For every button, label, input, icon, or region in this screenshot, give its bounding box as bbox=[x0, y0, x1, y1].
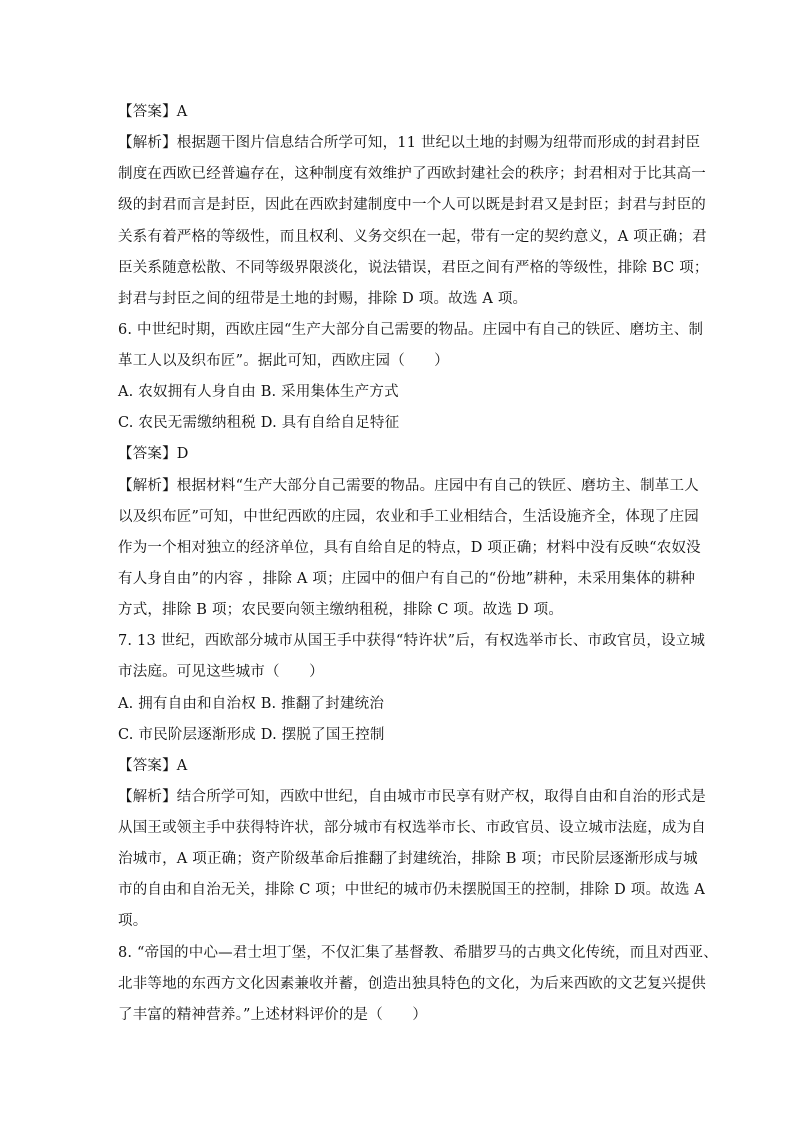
question-8-stem: 北非等地的东西方文化因素兼收并蓄，创造出独具特色的文化，为后来西欧的文艺复兴提供 bbox=[118, 976, 706, 992]
analysis-line: 有人身自由”的内容 ，排除 A 项；庄园中的佃户有自己的“份地”耕种，未采用集体的耕种 bbox=[118, 571, 696, 587]
question-7-options: A. 拥有自由和自治权 B. 推翻了封建统治 bbox=[118, 696, 385, 712]
question-6-options: C. 农民无需缴纳租税 D. 具有自给自足特征 bbox=[118, 415, 400, 431]
analysis-line: 关系有着严格的等级性，而且权利、义务交织在一起，带有一定的契约意义，A 项正确；君 bbox=[118, 229, 707, 245]
question-6-stem: 6. 中世纪时期，西欧庄园“生产大部分自己需要的物品。庄园中有自己的铁匠、磨坊主、制 bbox=[118, 322, 704, 338]
question-6-options: A. 农奴拥有人身自由 B. 采用集体生产方式 bbox=[118, 384, 399, 400]
answer-label: 【答案】A bbox=[118, 758, 188, 774]
question-7-options: C. 市民阶层逐渐形成 D. 摆脱了国王控制 bbox=[118, 727, 385, 743]
question-7-stem: 市法庭。可见这些城市（ ） bbox=[118, 664, 324, 680]
analysis-line: 项。 bbox=[118, 913, 148, 929]
analysis-line: 级的封君而言是封臣，因此在西欧封建制度中一个人可以既是封君又是封臣；封君与封臣的 bbox=[118, 197, 706, 213]
question-8-stem: 8. “帝国的中心—君士坦丁堡，不仅汇集了基督教、希腊罗马的古典文化传统，而且对西亚、 bbox=[118, 945, 718, 961]
question-7-stem: 7. 13 世纪，西欧部分城市从国王手中获得“特许状”后，有权选举市长、市政官员，设立城 bbox=[118, 633, 706, 649]
analysis-line: 【解析】根据材料“生产大部分自己需要的物品。庄园中有自己的铁匠、磨坊主、制革工人 bbox=[118, 478, 699, 494]
analysis-line: 封君与封臣之间的纽带是土地的封赐，排除 D 项。故选 A 项。 bbox=[118, 291, 528, 307]
analysis-line: 【解析】根据题干图片信息结合所学可知，11 世纪以土地的封赐为纽带而形成的封君封臣 bbox=[118, 135, 701, 151]
analysis-line: 臣关系随意松散、不同等级界限淡化，说法错误，君臣之间有严格的等级性，排除 BC 项； bbox=[118, 260, 709, 276]
analysis-line: 制度在西欧已经普遍存在，这种制度有效维护了西欧封建社会的秩序；封君相对于比其高一 bbox=[118, 166, 706, 182]
analysis-line: 治城市，A 项正确；资产阶级革命后推翻了封建统治，排除 B 项；市民阶层逐渐形成与城 bbox=[118, 851, 698, 867]
analysis-line: 方式，排除 B 项；农民要向领主缴纳租税，排除 C 项。故选 D 项。 bbox=[118, 602, 564, 618]
question-6-stem: 革工人以及织布匠”。据此可知，西欧庄园（ ） bbox=[118, 353, 450, 369]
answer-label: 【答案】D bbox=[118, 446, 189, 462]
analysis-line: 【解析】结合所学可知，西欧中世纪，自由城市市民享有财产权，取得自由和自治的形式是 bbox=[118, 789, 706, 805]
analysis-line: 从国王或领主手中获得特许状，部分城市有权选举市长、市政官员、设立城市法庭，成为自 bbox=[118, 820, 706, 836]
question-8-stem: 了丰富的精神营养。”上述材料评价的是（ ） bbox=[118, 1007, 428, 1023]
analysis-line: 作为一个相对独立的经济单位，具有自给自足的特点，D 项正确；材料中没有反映“农奴没 bbox=[118, 540, 701, 556]
analysis-line: 以及织布匠”可知，中世纪西欧的庄园，农业和手工业相结合，生活设施齐全，体现了庄园 bbox=[118, 509, 699, 525]
answer-label: 【答案】A bbox=[118, 104, 188, 120]
analysis-line: 市的自由和自治无关，排除 C 项；中世纪的城市仍未摆脱国王的控制，排除 D 项。故选 A bbox=[118, 882, 706, 898]
